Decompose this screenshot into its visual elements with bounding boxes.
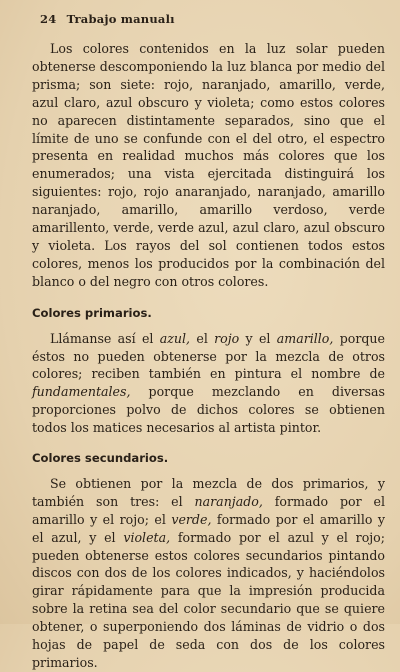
text-run: el <box>190 330 215 346</box>
text-run: formado por el amarillo y el rojo; el <box>32 493 385 527</box>
text-run: y el <box>239 330 277 346</box>
italic-term: azul, <box>159 330 191 346</box>
text-run: formado por el amarillo y el azul, y el <box>32 511 385 545</box>
page-header <box>40 12 175 26</box>
italic-term: verde, <box>171 511 212 527</box>
running-title: Trabajo manualı <box>66 12 175 26</box>
italic-term: amarillo, <box>276 330 334 346</box>
page-number: 24 <box>40 12 57 26</box>
text-run: Se obtienen por la mezcla de dos primarios, y también son tres: el <box>32 475 385 509</box>
section-heading-secondary: Colores secundarios. <box>32 451 169 466</box>
secondary-colors-paragraph <box>32 475 385 672</box>
text-run: porque éstos no pueden obtenerse por la mezcla de otros colores; reciben también en pintura el nombre de <box>32 330 385 382</box>
text-run: formado por el azul y el rojo; pueden obtenerse estos colores secundarios pintando discos con dos de los colores indicados, y haciéndolos girar rápidamente para que la impresión producida sobre la retina sea del color secundario que se quiere obtener, o superponiendo dos láminas de vidrio o dos hojas de papel de seda con dos de los colores primarios. <box>32 529 386 670</box>
page-body <box>32 40 385 672</box>
italic-term: rojo <box>214 330 240 346</box>
italic-term: violeta, <box>123 529 171 545</box>
intro-paragraph: Los colores contenidos en la luz solar pueden obtenerse descomponiendo la luz blanca por medio del prisma; son siete: rojo, naranjado, amarillo, verde, azul claro, azul obscuro y violeta; como estos colores no aparecen distintamente separados, sino que el límite de uno se confunde con el del otro, el espectro presenta en realidad muchos más colores que los enumerados; una vista ejercitada distinguirá los siguientes: rojo, rojo anaranjado, naranjado, amarillo naranjado, amarillo, amarillo verdoso, verde amarillento, verde, verde azul, azul claro, azul obscuro y violeta. Los rayos del sol contienen todos estos colores, menos los producidos por la combinación del blanco o del negro con otros colores. <box>32 41 385 289</box>
italic-term: naranjado, <box>194 493 263 509</box>
section-heading-primary: Colores primarios. <box>32 305 152 320</box>
italic-term: fundamentales, <box>32 384 131 400</box>
text-run: porque mezclando en diversas proporciones polvo de dichos colores se obtienen todos los matices necesarios al artista pintor. <box>32 384 385 436</box>
primary-colors-paragraph <box>32 330 385 437</box>
text-run: Llámanse así el <box>50 330 160 346</box>
